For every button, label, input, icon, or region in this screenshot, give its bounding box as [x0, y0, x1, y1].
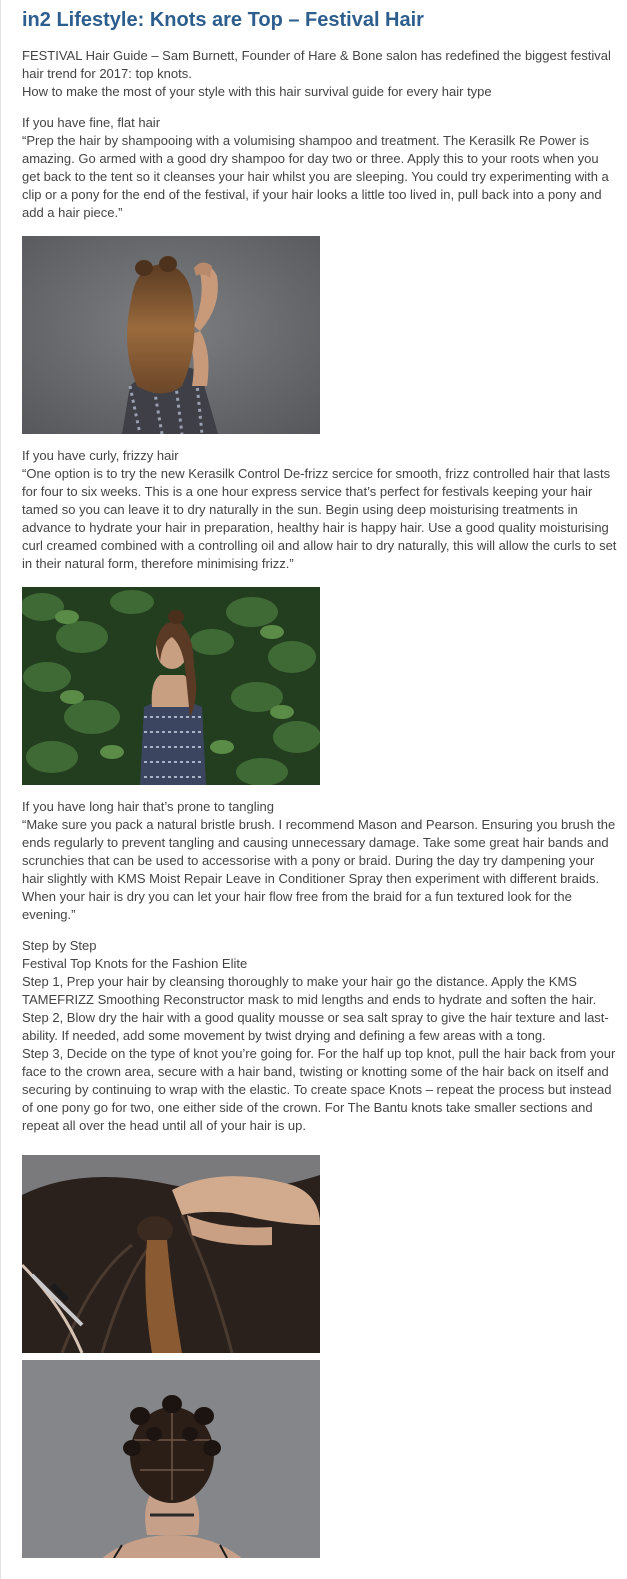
- article: [22, 0, 618, 1558]
- section-heading: If you have curly, frizzy hair: [22, 448, 179, 463]
- section-long-hair: [22, 798, 618, 924]
- photo-foliage: [22, 587, 320, 785]
- photo-half-up-knot: [22, 236, 320, 434]
- step-3: Step 3, Decide on the type of knot you’re going for. For the half up top knot, pull the hair back from your face to the crown area, secure with a hair band, twisting or knotting some of the hair back on itself and securing by continuing to wrap with the elastic. To create space Knots – repeat the process but instead of one pony go for two, one either side of the crown. For The Bantu knots take smaller sections and repeat all over the head until all of your hair is up.: [22, 1046, 616, 1133]
- section-steps: [22, 937, 618, 1135]
- photo-twisting-knot: [22, 1155, 320, 1353]
- intro-paragraph: FESTIVAL Hair Guide – Sam Burnett, Founder of Hare & Bone salon has redefined the biggest festival hair trend for 2017: top knots.: [22, 48, 611, 81]
- section-heading: If you have long hair that’s prone to tangling: [22, 799, 274, 814]
- intro-subtitle: How to make the most of your style with this hair survival guide for every hair type: [22, 84, 492, 99]
- section-curly-hair: [22, 447, 618, 573]
- steps-subheading: Festival Top Knots for the Fashion Elite: [22, 956, 248, 971]
- section-fine-hair: [22, 114, 618, 222]
- article-intro: [22, 47, 618, 101]
- steps-heading: Step by Step: [22, 938, 97, 953]
- photo-bantu-knots: [22, 1360, 320, 1558]
- step-1: Step 1, Prep your hair by cleansing thoroughly to make your hair go the distance. Apply the KMS TAMEFRIZZ Smoothing Reconstructor mask to mid lengths and ends to hydrate and soften the hair.: [22, 974, 597, 1007]
- step-2: Step 2, Blow dry the hair with a good quality mousse or sea salt spray to give the hair texture and last-ability. If needed, add some movement by twist drying and defining a few areas with a tong.: [22, 1010, 609, 1043]
- section-heading: If you have fine, flat hair: [22, 115, 161, 130]
- section-body: “Make sure you pack a natural bristle brush. I recommend Mason and Pearson. Ensuring you brush the ends regularly to prevent tangling and causing unnecessary damage. Take some great hair bands and scrunchies that can be used to accessorise with a pony or braid. During the day try dampening your hair slightly with KMS Moist Repair Leave in Conditioner Spray then experiment with different braids. When your hair is dry you can let your hair flow free from the braid for a fun textured look for the evening.”: [22, 817, 616, 922]
- article-title: in2 Lifestyle: Knots are Top – Festival Hair: [22, 9, 424, 31]
- section-body: “One option is to try the new Kerasilk Control De-frizz sercice for smooth, frizz controlled hair that lasts for four to six weeks. This is a one hour express service that’s perfect for festivals keeping your hair tamed so you can leave it to dry naturally in the sun. Begin using deep moisturising treatments in advance to hydrate your hair in preparation, healthy hair is happy hair. Use a good quality moisturising curl creamed combined with a controlling oil and allow hair to dry naturally, this will allow the curls to set in their natural form, therefore minimising frizz.”: [22, 466, 617, 571]
- section-body: “Prep the hair by shampooing with a volumising shampoo and treatment. The Kerasilk Re Power is amazing. Go armed with a good dry shampoo for day two or three. Apply this to your roots when you get back to the tent so it cleanses your hair whilst you are sleeping. You could try experimenting with a clip or a pony for the end of the festival, if your hair looks a little too lived in, pull back into a pony and add a hair piece.”: [22, 133, 609, 220]
